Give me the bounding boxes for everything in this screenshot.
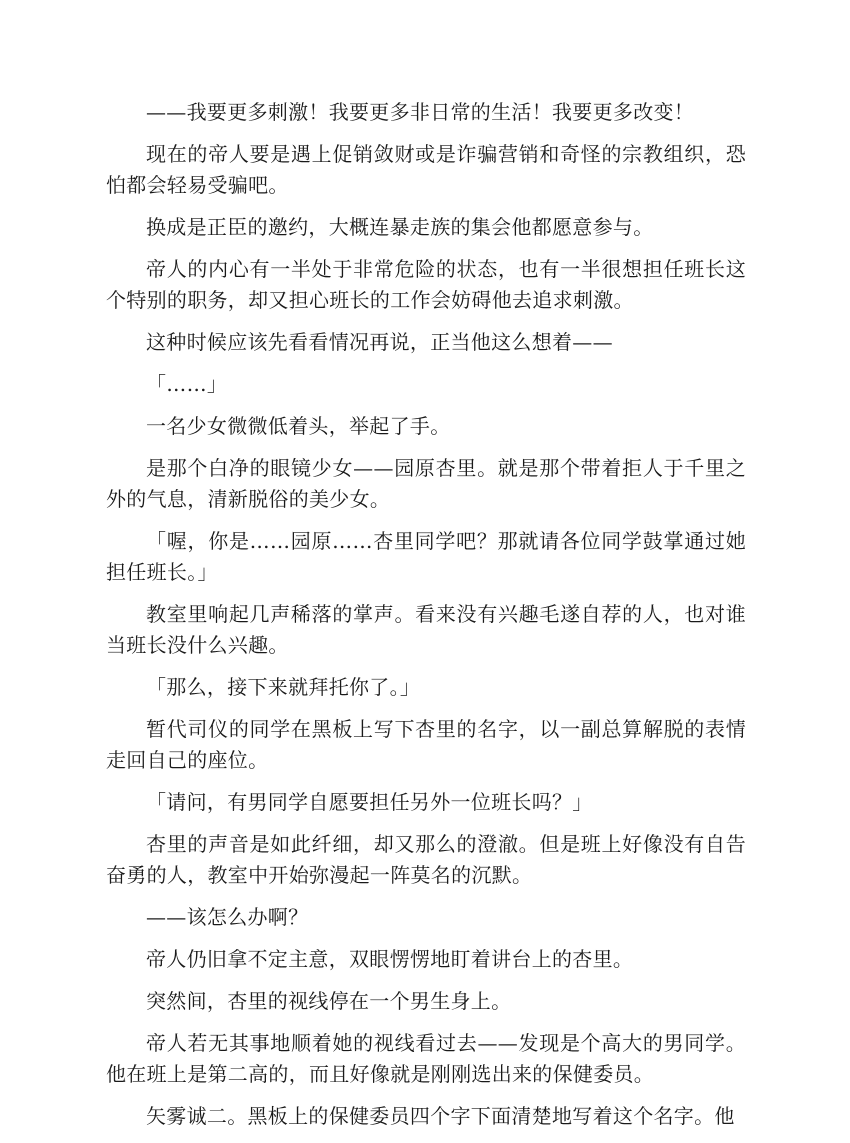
paragraph: 「那么，接下来就拜托你了。」 — [146, 675, 421, 699]
paragraph: 帝人若无其事地顺着她的视线看过去——发现是个高大的男同学。他在班上是第二高的，而且好像就是刚刚选出来的保健委员。 — [106, 1031, 746, 1086]
paragraph: 「……」 — [146, 372, 228, 396]
paragraph: 帝人的内心有一半处于非常危险的状态，也有一半很想担任班长这个特别的职务，却又担心班长的工作会妨碍他去追求刺激。 — [106, 257, 746, 312]
paragraph: ——我要更多刺激！我要更多非日常的生活！我要更多改变！ — [146, 100, 695, 124]
paragraph: 换成是正臣的邀约，大概连暴走族的集会他都愿意参与。 — [146, 215, 654, 239]
paragraph: 「请问，有男同学自愿要担任另外一位班长吗？」 — [146, 790, 593, 814]
paragraph: 教室里响起几声稀落的掌声。看来没有兴趣毛遂自荐的人，也对谁当班长没什么兴趣。 — [106, 602, 746, 657]
paragraph: 杏里的声音是如此纤细，却又那么的澄澈。但是班上好像没有自告奋勇的人，教室中开始弥漫起一阵莫名的沉默。 — [106, 832, 746, 887]
body-text — [106, 97, 746, 1143]
paragraph: 帝人仍旧拿不定主意，双眼愣愣地盯着讲台上的杏里。 — [146, 947, 634, 971]
paragraph: 矢雾诚二。黑板上的保健委员四个字下面清楚地写着这个名字。他 — [146, 1104, 735, 1128]
paragraph: ——该怎么办啊？ — [146, 905, 309, 929]
paragraph: 突然间，杏里的视线停在一个男生身上。 — [146, 989, 512, 1013]
paragraph: 是那个白净的眼镜少女——园原杏里。就是那个带着拒人于千里之外的气息，清新脱俗的美少女。 — [106, 456, 746, 511]
paragraph: 这种时候应该先看看情况再说，正当他这么想着—— — [146, 330, 613, 354]
paragraph: 暂代司仪的同学在黑板上写下杏里的名字，以一副总算解脱的表情走回自己的座位。 — [106, 717, 746, 772]
paragraph: 一名少女微微低着头，举起了手。 — [146, 414, 451, 438]
paragraph: 「喔，你是……园原……杏里同学吧？那就请各位同学鼓掌通过她担任班长。」 — [106, 529, 746, 584]
paragraph: 现在的帝人要是遇上促销敛财或是诈骗营销和奇怪的宗教组织，恐怕都会轻易受骗吧。 — [106, 142, 746, 197]
